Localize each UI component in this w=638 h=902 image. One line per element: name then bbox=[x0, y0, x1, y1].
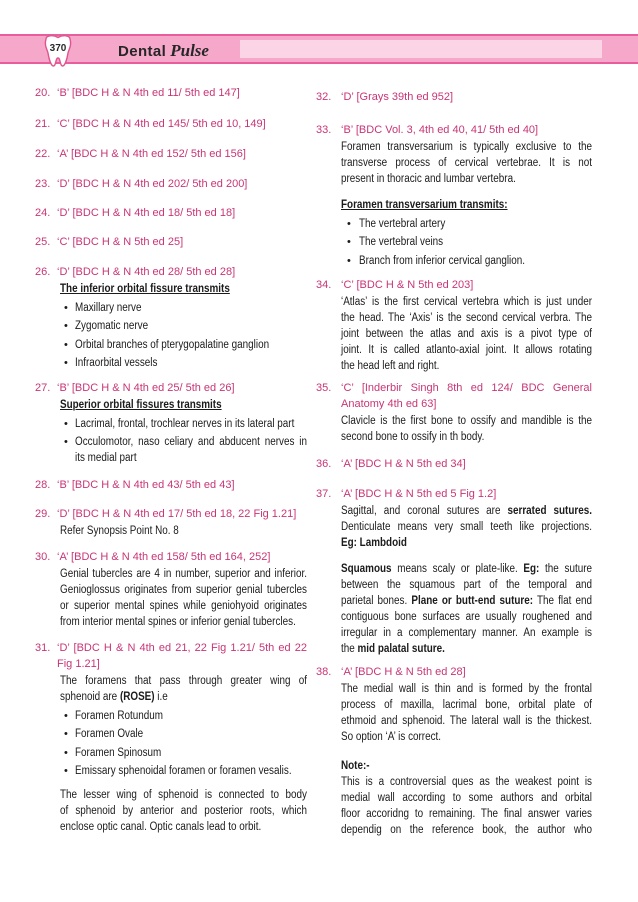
bullet-item bbox=[57, 434, 347, 466]
citation-line: Anatomy 4th ed 63] bbox=[341, 398, 437, 410]
note-label bbox=[341, 758, 633, 774]
answer-number: 21. bbox=[35, 118, 51, 130]
citation-line: ‘D’ [BDC H & N 4th ed 18/ 5th ed 18] bbox=[57, 207, 236, 219]
paragraph bbox=[57, 523, 347, 539]
section-heading-text: Superior orbital fissures transmits bbox=[60, 399, 222, 411]
answer-number: 25. bbox=[35, 236, 51, 248]
bold-text: Plane or butt-end suture: bbox=[411, 595, 534, 607]
citation bbox=[341, 664, 633, 680]
answer-number: 29. bbox=[35, 508, 51, 520]
citation-line: ‘C’ [BDC H & N 5th ed 203] bbox=[341, 279, 474, 291]
answer-number: 22. bbox=[35, 148, 51, 160]
answer-entry bbox=[316, 122, 633, 269]
paragraph-line: Genioglossus originates from superior genial tubercles bbox=[60, 584, 307, 596]
bullet-text: Foramen Spinosum bbox=[75, 746, 162, 759]
answer-entry bbox=[35, 146, 307, 162]
bullet-text: Foramen Rotundum bbox=[75, 709, 163, 722]
bold-text: Eg: bbox=[523, 563, 540, 575]
answer-body bbox=[57, 506, 347, 539]
paragraph-line: The medial wall is thin and is formed by the frontal bbox=[341, 683, 592, 695]
citation-line: ‘C’ [BDC H & N 4th ed 145/ 5th ed 10, 149] bbox=[57, 118, 266, 130]
answer-entry bbox=[316, 664, 633, 838]
bullet-list bbox=[57, 300, 347, 372]
answer-number: 26. bbox=[35, 266, 51, 278]
answer-body bbox=[57, 234, 307, 250]
paragraph-line: process of maxilla, lacrimal bone, orbital plate of bbox=[341, 699, 592, 711]
paragraph-line: from interior mental spines or inferior genial tubercles. bbox=[60, 616, 296, 628]
citation bbox=[57, 506, 347, 522]
paragraph-line: joint between the atlas and axis is a pivot type of bbox=[341, 328, 592, 340]
bold-text: Eg: Lambdoid bbox=[341, 537, 407, 549]
answer-body bbox=[57, 477, 307, 493]
answer-body bbox=[57, 264, 347, 371]
bullet-item bbox=[341, 216, 633, 232]
answer-entry bbox=[35, 506, 347, 539]
answer-body bbox=[341, 89, 592, 105]
paragraph-line: irregular in a complementary manner. An example is bbox=[341, 627, 592, 639]
bullet-icon: • bbox=[64, 765, 68, 777]
paragraph bbox=[57, 787, 347, 835]
paragraph-line: the head. The ‘Axis’ is the second cervical verbra. The bbox=[341, 312, 592, 324]
paragraph-line: ethmoid and sphenoid. The lateral wall is the thickest. bbox=[341, 715, 592, 727]
citation-line: ‘C’ [BDC H & N 5th ed 25] bbox=[57, 236, 184, 248]
section-heading bbox=[57, 397, 347, 413]
answer-number: 23. bbox=[35, 178, 51, 190]
paragraph bbox=[341, 681, 633, 745]
answer-entry bbox=[35, 380, 347, 466]
text-run: the bbox=[341, 643, 358, 655]
bullet-item bbox=[57, 355, 347, 371]
citation bbox=[57, 116, 307, 132]
bullet-item bbox=[57, 763, 347, 779]
bullet-item bbox=[57, 708, 347, 724]
citation bbox=[57, 380, 347, 396]
citation-line: ‘A’ [BDC H & N 5th ed 28] bbox=[341, 666, 466, 678]
citation-line: Fig 1.21] bbox=[57, 658, 100, 670]
paragraph-line bbox=[60, 689, 307, 705]
bullet-item bbox=[57, 416, 347, 432]
paragraph bbox=[341, 561, 633, 657]
bullet-text: its medial part bbox=[75, 452, 137, 464]
answer-entry bbox=[35, 234, 307, 250]
answer-entry bbox=[316, 456, 592, 472]
answer-body bbox=[57, 549, 347, 630]
bullet-item bbox=[57, 726, 347, 742]
answer-entry bbox=[316, 277, 633, 374]
answer-entry bbox=[316, 380, 633, 445]
bullet-item bbox=[341, 253, 633, 269]
paragraph-line: joint. It is called atlanto-axial joint. It allows rotating bbox=[341, 344, 592, 356]
note-label-text: Note:- bbox=[341, 760, 370, 772]
paragraph-line: medial wall according to some authors and orbital bbox=[341, 792, 592, 804]
bullet-list bbox=[341, 216, 633, 269]
citation-line: ‘A’ [BDC H & N 4th ed 152/ 5th ed 156] bbox=[57, 148, 246, 160]
answer-entry bbox=[35, 176, 307, 192]
answer-number: 20. bbox=[35, 87, 51, 99]
bold-text: mid palatal suture. bbox=[357, 643, 445, 655]
citation bbox=[57, 205, 307, 221]
paragraph-line: of sphenoid by anterior and posterior roots, which bbox=[60, 805, 307, 817]
paragraph bbox=[341, 139, 633, 187]
citation bbox=[57, 549, 347, 565]
text-run: i.e bbox=[154, 691, 168, 703]
citation-line: ‘A’ [BDC H & N 4th ed 158/ 5th ed 164, 252] bbox=[57, 551, 271, 563]
paragraph bbox=[341, 503, 633, 551]
bold-text: Squamous bbox=[341, 563, 392, 575]
text-run: sphenoid are bbox=[60, 691, 120, 703]
bullet-text: Zygomatic nerve bbox=[75, 320, 149, 332]
header-band-highlight bbox=[240, 40, 602, 58]
bullet-text: Maxillary nerve bbox=[75, 301, 142, 314]
text-run: the suture bbox=[539, 563, 592, 575]
bullet-item bbox=[57, 337, 347, 353]
answer-entry bbox=[35, 85, 307, 101]
answer-number: 31. bbox=[35, 642, 51, 654]
paragraph-line: between the squamous part of the temporal and bbox=[341, 579, 592, 591]
answer-entry bbox=[35, 477, 307, 493]
book-title bbox=[118, 40, 209, 63]
citation-line: ‘B’ [BDC H & N 4th ed 25/ 5th ed 26] bbox=[57, 382, 235, 394]
paragraph-line: contiguous bone surfaces are usually roughened and bbox=[341, 611, 592, 623]
citation bbox=[341, 89, 592, 105]
answer-body bbox=[341, 122, 633, 269]
citation-line: ‘B’ [BDC H & N 4th ed 11/ 5th ed 147] bbox=[57, 87, 240, 99]
paragraph-line bbox=[341, 593, 592, 609]
bullet-icon: • bbox=[347, 254, 351, 267]
answer-number: 35. bbox=[316, 382, 332, 394]
bullet-text: Emissary sphenoidal foramen or foramen vesalis. bbox=[75, 765, 292, 777]
answer-entry bbox=[316, 89, 592, 105]
paragraph-line: Genial tubercles are 4 in number, superior and inferior. bbox=[60, 568, 307, 580]
paragraph-line: The foramens that pass through greater wing of bbox=[60, 675, 307, 687]
answer-body bbox=[57, 380, 347, 466]
bullet-icon: • bbox=[64, 728, 68, 740]
paragraph-line: Foramen transversarium is typically exclusive to the bbox=[341, 141, 592, 153]
bullet-text: Branch from inferior cervical ganglion. bbox=[359, 254, 526, 267]
bullet-item bbox=[57, 745, 347, 761]
bullet-list bbox=[57, 708, 347, 780]
paragraph-line: floor accoridng to remaining. The final answer varies bbox=[341, 808, 592, 820]
paragraph-line: Denticulate means very small teeth like projections. bbox=[341, 521, 592, 533]
text-run: means scaly or plate-like. bbox=[391, 563, 524, 575]
bullet-icon: • bbox=[64, 338, 68, 351]
answer-body bbox=[57, 205, 307, 221]
answer-entry bbox=[316, 486, 633, 657]
bullet-icon: • bbox=[347, 236, 351, 248]
answer-entry bbox=[35, 116, 307, 132]
bullet-icon: • bbox=[64, 301, 68, 314]
citation bbox=[341, 277, 633, 293]
paragraph-line bbox=[341, 535, 592, 551]
citation bbox=[57, 85, 307, 101]
paragraph-line: the head left and right. bbox=[341, 360, 440, 372]
paragraph-line bbox=[341, 641, 592, 657]
citation-line: ‘D’ [BDC H & N 4th ed 17/ 5th ed 18, 22 Fig 1.21] bbox=[57, 508, 297, 520]
bullet-text: Occulomotor, naso celiary and abducent nerves in bbox=[75, 436, 307, 448]
answer-number: 28. bbox=[35, 479, 51, 491]
answer-entry bbox=[35, 264, 347, 371]
citation bbox=[57, 264, 347, 280]
citation-line: ‘C’ [Inderbir Singh 8th ed 124/ BDC General bbox=[341, 382, 592, 394]
citation bbox=[341, 456, 592, 472]
bullet-text: Lacrimal, frontal, trochlear nerves in its lateral part bbox=[75, 417, 295, 430]
section-heading bbox=[57, 281, 347, 297]
paragraph-line: The lesser wing of sphenoid is connected to body bbox=[60, 789, 307, 801]
paragraph-line: ‘Atlas’ is the first cervical vertebra which is just under bbox=[341, 296, 592, 308]
answer-body bbox=[57, 116, 307, 132]
bullet-item bbox=[341, 234, 633, 250]
paragraph-line: present in thoracic and lumbar vertebra. bbox=[341, 173, 516, 185]
answer-entry bbox=[35, 640, 347, 835]
bullet-text: Orbital branches of pterygopalatine ganglion bbox=[75, 338, 270, 351]
answer-number: 36. bbox=[316, 458, 332, 470]
paragraph bbox=[57, 566, 347, 630]
book-title-script: Pulse bbox=[170, 41, 209, 60]
answer-number: 33. bbox=[316, 124, 332, 136]
text-run: Sagittal, and coronal sutures are bbox=[341, 505, 508, 517]
paragraph-line: So option ‘A’ is correct. bbox=[341, 731, 442, 743]
answer-entry bbox=[35, 205, 307, 221]
bullet-list bbox=[57, 416, 347, 467]
bold-text: serrated sutures. bbox=[507, 505, 592, 517]
citation bbox=[341, 380, 633, 412]
bullet-icon: • bbox=[64, 417, 68, 430]
citation-line: ‘D’ [Grays 39th ed 952] bbox=[341, 91, 454, 103]
paragraph-line bbox=[341, 561, 592, 577]
bold-text: (ROSE) bbox=[119, 691, 155, 703]
section-heading-text: The inferior orbital fissure transmits bbox=[60, 283, 230, 295]
bullet-item bbox=[57, 318, 347, 334]
answer-number: 32. bbox=[316, 91, 332, 103]
paragraph-line: enclose optic canal. Optic canals lead to orbit. bbox=[60, 821, 262, 833]
answer-number: 24. bbox=[35, 207, 51, 219]
paragraph-line: transverse process of cervical vertebrae. It is not bbox=[341, 157, 592, 169]
citation-line: ‘B’ [BDC H & N 4th ed 43/ 5th ed 43] bbox=[57, 479, 235, 491]
bullet-icon: • bbox=[64, 320, 68, 332]
paragraph bbox=[57, 673, 347, 705]
answer-number: 30. bbox=[35, 551, 51, 563]
answer-body bbox=[57, 146, 307, 162]
answer-number: 37. bbox=[316, 488, 332, 500]
bullet-icon: • bbox=[64, 709, 68, 722]
answer-body bbox=[341, 380, 633, 445]
citation-line: ‘A’ [BDC H & N 5th ed 34] bbox=[341, 458, 466, 470]
paragraph-line: Clavicle is the first bone to ossify and mandible is the bbox=[341, 415, 592, 427]
paragraph-line bbox=[341, 503, 592, 519]
paragraph-line: dependig on the reference book, the author who bbox=[341, 824, 592, 836]
citation bbox=[57, 176, 307, 192]
answer-body bbox=[341, 664, 633, 838]
answer-body bbox=[57, 85, 307, 101]
citation bbox=[341, 486, 633, 502]
page-number: 370 bbox=[49, 43, 67, 54]
paragraph bbox=[341, 294, 633, 374]
bullet-item bbox=[57, 300, 347, 316]
section-heading-text: Foramen transversarium transmits: bbox=[341, 199, 508, 211]
citation-line: ‘D’ [BDC H & N 4th ed 28/ 5th ed 28] bbox=[57, 266, 236, 278]
paragraph-line: second bone to ossify in th body. bbox=[341, 431, 485, 443]
citation bbox=[57, 477, 307, 493]
answer-number: 34. bbox=[316, 279, 332, 291]
citation bbox=[341, 122, 633, 138]
answer-body bbox=[341, 486, 633, 657]
bullet-text: The vertebral veins bbox=[359, 236, 444, 248]
citation bbox=[57, 146, 307, 162]
bullet-icon: • bbox=[64, 357, 68, 369]
answer-entry bbox=[35, 549, 347, 630]
citation-line: ‘D’ [BDC H & N 4th ed 202/ 5th ed 200] bbox=[57, 178, 248, 190]
answer-number: 27. bbox=[35, 382, 51, 394]
answer-body bbox=[341, 456, 592, 472]
bullet-icon: • bbox=[347, 217, 351, 230]
book-title-main: Dental bbox=[118, 43, 167, 60]
citation-line: ‘D’ [BDC H & N 4th ed 21, 22 Fig 1.21/ 5th ed 22 bbox=[57, 642, 307, 654]
paragraph-line: Refer Synopsis Point No. 8 bbox=[60, 525, 179, 537]
section-heading bbox=[341, 197, 633, 213]
bullet-text: Infraorbital vessels bbox=[75, 357, 158, 369]
citation bbox=[57, 234, 307, 250]
answer-body bbox=[57, 176, 307, 192]
answer-number: 38. bbox=[316, 666, 332, 678]
text-run: The flat end bbox=[533, 595, 592, 607]
paragraph-line: This is a controversial ques as the weakest point is bbox=[341, 776, 592, 788]
bullet-icon: • bbox=[64, 746, 68, 759]
text-run: parietal bones. bbox=[341, 595, 412, 607]
paragraph bbox=[341, 774, 633, 838]
paragraph-line: or superior mental spines while geniohyoid originates bbox=[60, 600, 307, 612]
answer-body bbox=[57, 640, 347, 835]
bullet-icon: • bbox=[64, 436, 68, 448]
bullet-text: Foramen Ovale bbox=[75, 728, 144, 740]
citation-line: ‘A’ [BDC H & N 5th ed 5 Fig 1.2] bbox=[341, 488, 497, 500]
paragraph bbox=[341, 413, 633, 445]
bullet-text: The vertebral artery bbox=[359, 217, 446, 230]
answer-body bbox=[341, 277, 633, 374]
citation-line: ‘B’ [BDC Vol. 3, 4th ed 40, 41/ 5th ed 40] bbox=[341, 124, 539, 136]
citation bbox=[57, 640, 347, 672]
